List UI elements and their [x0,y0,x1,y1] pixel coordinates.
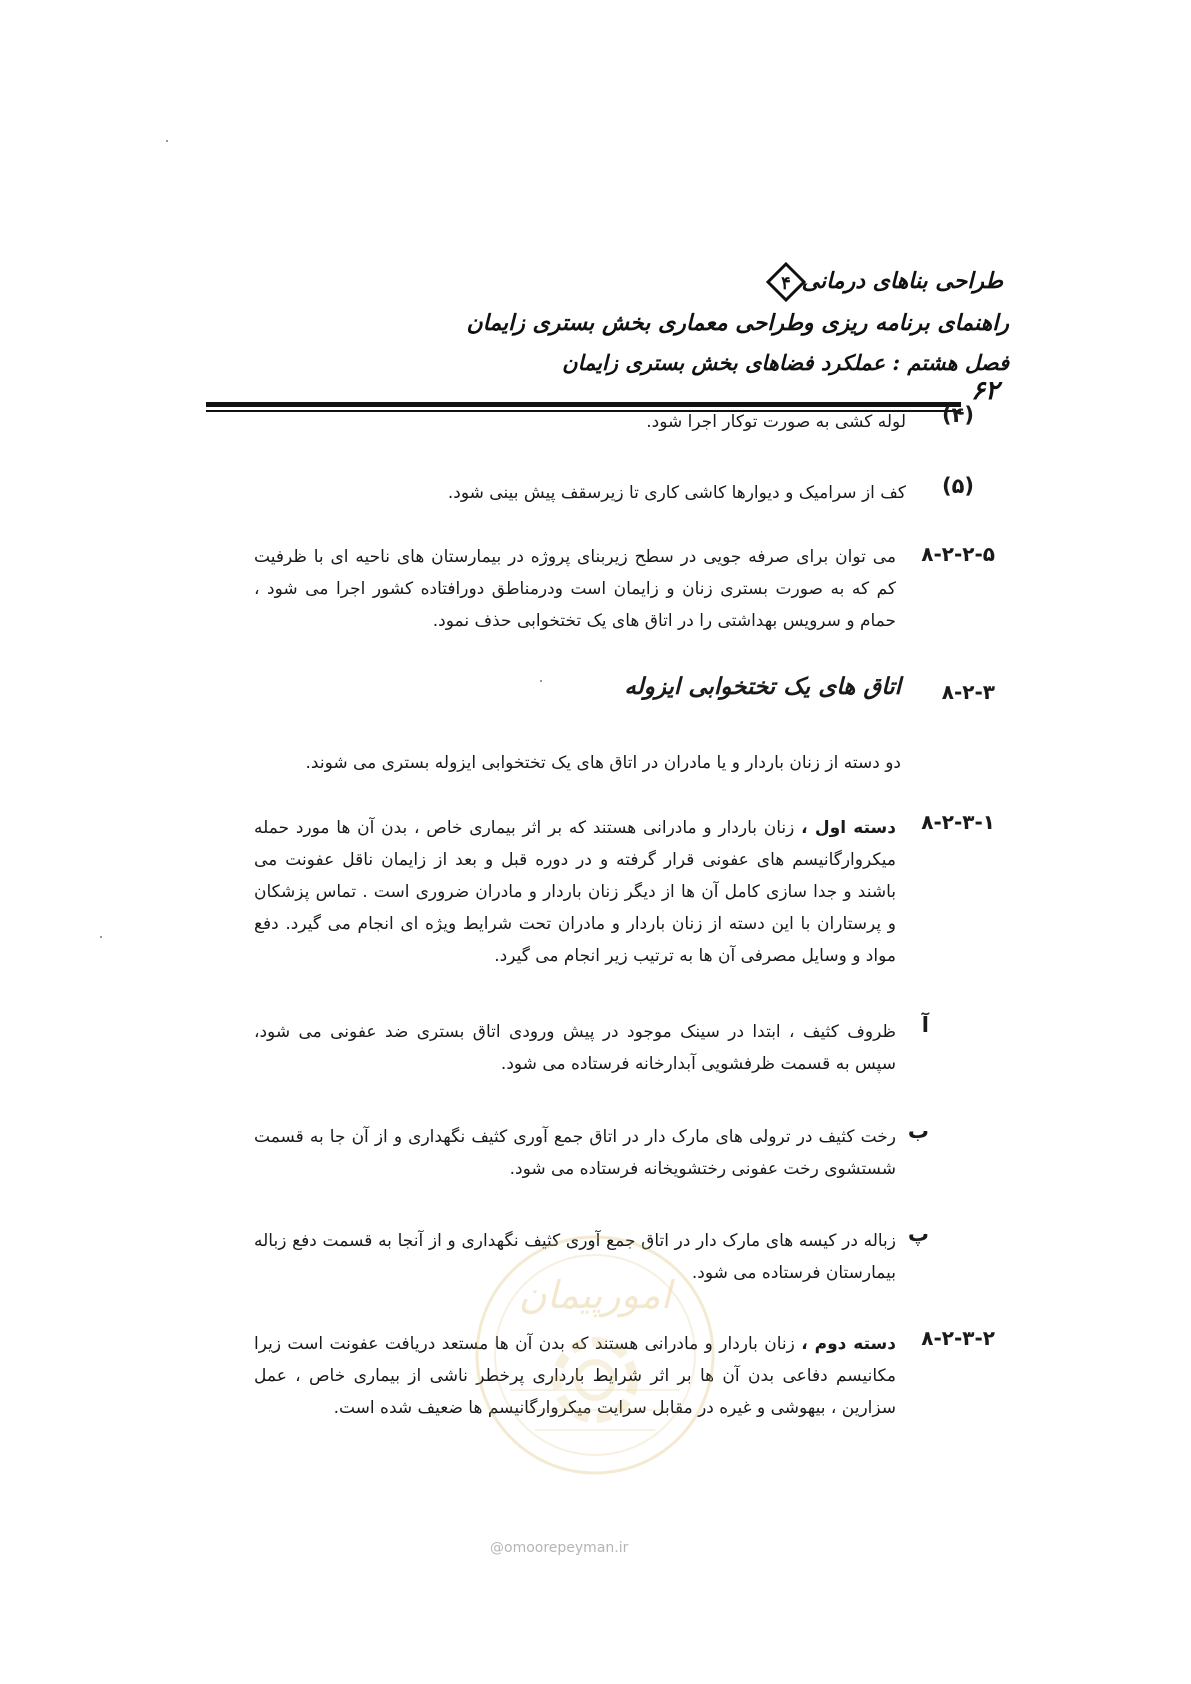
subitem-p-marker: پ [907,1222,929,1246]
scan-speck [166,140,168,142]
section-8-2-3-2-text: زنان باردار و مادرانی هستند که بدن آن ها مستعد دریافت عفونت است زیرا مکانیسم دفاعی بدن آن ها بر اثر شرایط بارداری پرخطر ناشی از بیماری خاص ، عمل سزارین ، بیهوشی و غیره در مقابل سرایت میکروارگانیسم ها ضعیف شده است. [254,1334,896,1418]
section-8-2-3-1-paragraph [254,812,896,972]
watermark-script-text: امورپیمان [518,1273,672,1317]
section-8-2-3-1-lead: دسته اول ، [801,818,896,838]
item-5-text: کف از سرامیک و دیوارها کاشی کاری تا زیرسقف پیش بینی شود. [447,483,906,503]
section-8-2-3-1-text: زنان باردار و مادرانی هستند که بر اثر بیماری خاص ، بدن آن ها مورد حمله میکروارگانیسم های عفونی قرار گرفته و در دوره قبل و بعد از زایمان ناقل عفونت می باشند و جدا سازی کامل آن ها از دیگر زنان باردار و مادران ضروری است . تماس پزشکان و پرستاران با این دسته از زنان باردار و مادران تحت شرایط ویژه ای انجام می گیرد. دفع مواد و وسایل مصرفی آن ها به ترتیب زیر انجام می گیرد. [254,818,896,966]
scan-speck [540,680,542,682]
subitem-b-marker: ب [907,1119,929,1143]
page-number: ۶۲ [971,376,999,406]
header-book-title: طراحی بناهای درمانی [801,268,1003,294]
header-chapter-title: فصل هشتم : عملکرد فضاهای بخش بستری زایمان [562,350,1009,375]
section-8-2-2-5-text: می توان برای صرفه جویی در سطح زیربنای پروژه در بیمارستان های ناحیه ای با ظرفیت کم که به صورت بستری زنان و زایمان است ودرمناطق دورافتاده کشور اجرا می شود ، حمام و سرویس بهداشتی را در اتاق های یک تختخوابی حذف نمود. [254,547,896,631]
section-8-2-3-1-number: ۸-۲-۳-۱ [921,810,995,834]
section-8-2-2-5-number: ۸-۲-۲-۵ [921,542,995,566]
subitem-a-text: ظروف کثیف ، ابتدا در سینک موجود در پیش ورودی اتاق بستری ضد عفونی می شود، سپس به قسمت ظرفشویی آبدارخانه فرستاده می شود. [254,1022,896,1074]
section-8-2-3-2-number: ۸-۲-۳-۲ [921,1326,995,1350]
item-5-marker: (۵) [941,474,974,498]
header-guide-title: راهنمای برنامه ریزی وطراحی معماری بخش بستری زایمان [466,310,1009,336]
badge-number: ۴ [781,273,791,294]
section-8-2-3-title: اتاق های یک تختخوابی ایزوله [624,673,901,700]
item-4-text: لوله کشی به صورت توکار اجرا شود. [646,412,906,432]
section-8-2-3-number: ۸-۲-۳ [941,680,995,704]
section-8-2-3-intro: دو دسته از زنان باردار و یا مادران در اتاق های یک تختخوابی ایزوله بستری می شوند. [305,753,901,773]
item-4-marker: (۴) [941,403,974,427]
watermark-url: @omoorepeyman.ir [490,1540,629,1556]
subitem-p-text: زباله در کیسه های مارک دار در اتاق جمع آوری کثیف نگهداری و از آنجا به قسمت دفع زباله بیمارستان فرستاده می شود. [254,1231,896,1283]
subitem-a-marker: آ [921,1013,929,1037]
subitem-b-text: رخت کثیف در ترولی های مارک دار در اتاق جمع آوری کثیف نگهداری و از آن جا به قسمت شستشوی رخت عفونی رختشویخانه فرستاده می شود. [254,1127,896,1179]
section-8-2-3-2-lead: دسته دوم ، [801,1334,896,1354]
scan-speck [100,936,102,938]
book-number-badge-icon [766,262,806,302]
watermark-logo [470,1230,720,1480]
